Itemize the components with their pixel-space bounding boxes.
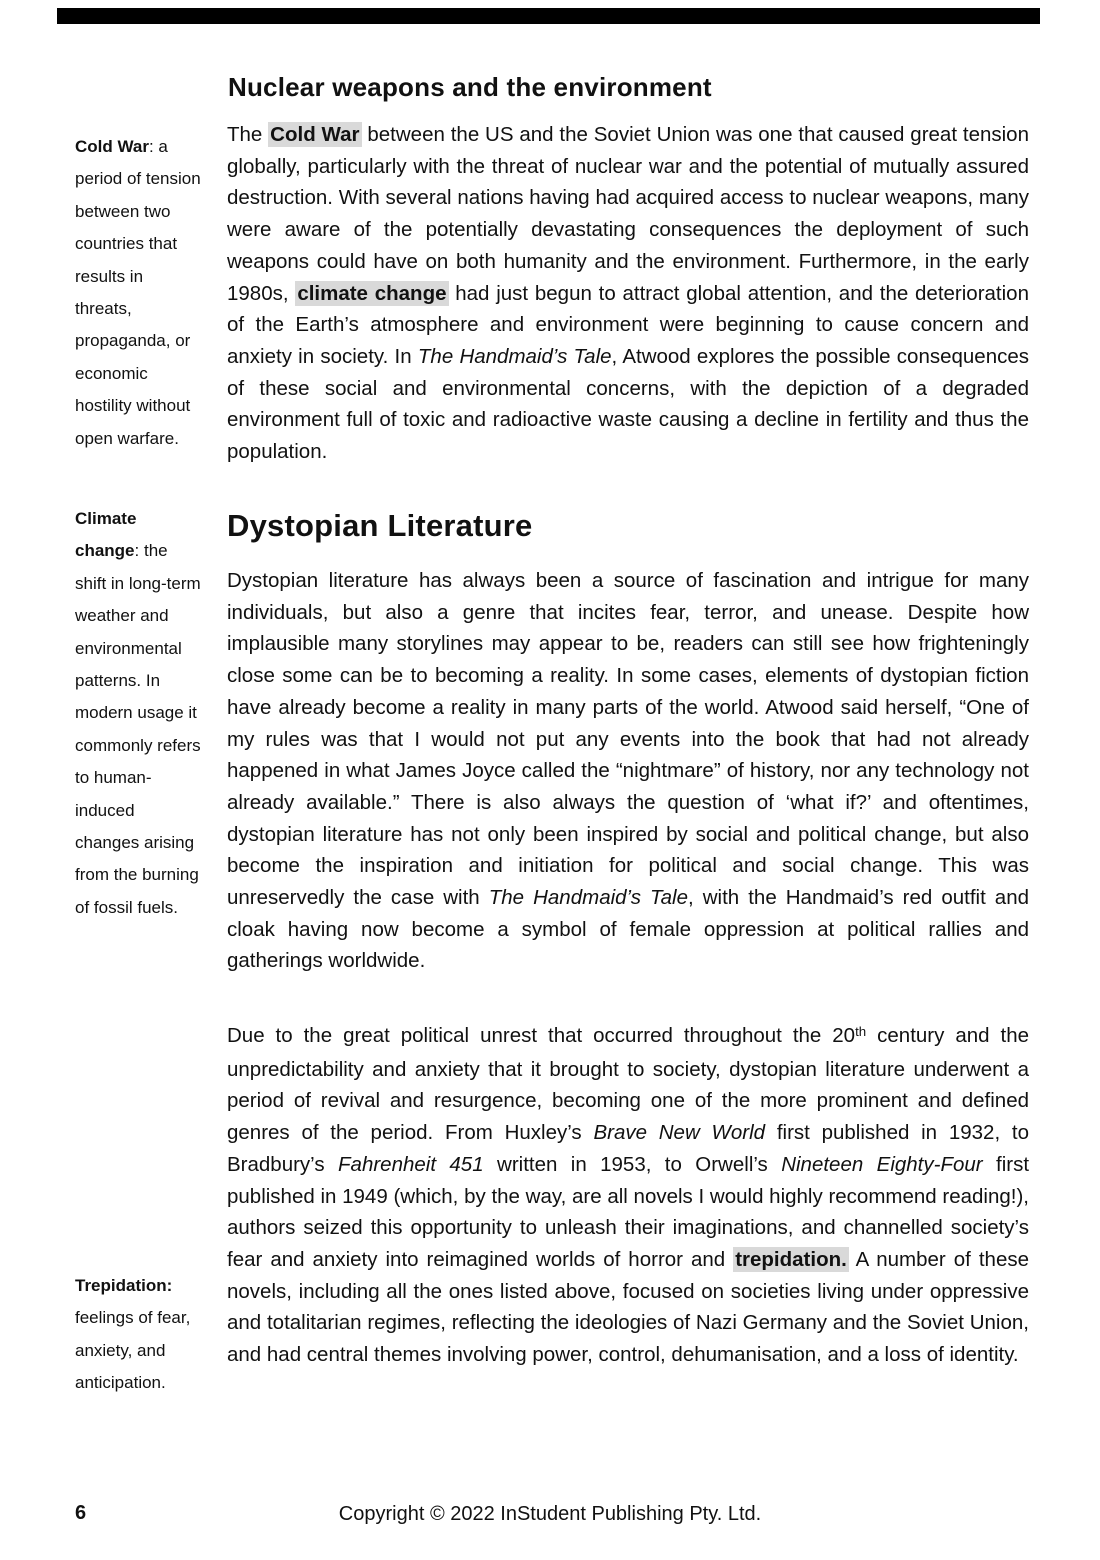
paragraph-dystopian-revival [227, 1020, 1029, 1371]
text-segment: Cold War [75, 137, 149, 156]
text-segment: Due to the great political unrest that occurred throughout the 20 [227, 1024, 856, 1047]
text-segment: first published in 1932, to Bradbury’s [227, 1121, 1029, 1176]
text-segment: century and the unpredictability and anxiety that it brought to society, dystopian literature underwent a period of revival and resurgence, becoming one of the more prominent and defined genres of the period. From Huxley’s [227, 1024, 1029, 1145]
text-segment: Dystopian literature has always been a source of fascination and intrigue for many individuals, but also a genre that incites fear, terror, and unease. Despite how implausible many storylines may appear to be, readers can still see how frighteningly close some can be to becoming a reality. In some cases, elements of dystopian fiction have already become a reality in many parts of the world. Atwood said herself, “One of my rules was that I would not put any events into the book that had not already happened in what James Joyce called the “nightmare” of history, nor any technology not already available.” There is also always the question of ‘what if?’ and oftentimes, dystopian literature has not only been inspired by social and political change, but also become the inspiration and initiation for political and social change. This was unreservedly the case with [227, 569, 1029, 910]
text-segment: had just begun to attract global attention, and the deterioration of the Earth’s atmosphere and environment were beginning to cause concern and anxiety in society. In [227, 281, 1029, 368]
scan-artifact-bar [57, 8, 1040, 24]
text-segment: Nineteen Eighty-Four [781, 1152, 983, 1176]
text-segment: trepidation. [735, 1247, 847, 1271]
text-segment: written in 1953, to Orwell’s [483, 1152, 782, 1176]
text-segment: between the US and the Soviet Union was one that caused great tension globally, particularly with the threat of nuclear war and the potential of mutually assured destruction. With several nations having had acquired access to nuclear weapons, many were aware of the potentially devastating consequences the deployment of such weapons could have on both humanity and the environment. Furthermore, in the early 1980s, [227, 123, 1029, 305]
paragraph-dystopian-intro [227, 565, 1029, 977]
margin-note-climate-change [75, 503, 201, 924]
text-segment: , Atwood explores the possible consequences of these social and environmental concerns, with the depiction of a degraded environment full of toxic and radioactive waste causing a decline in fertility and thus the population. [227, 344, 1030, 464]
page-number: 6 [75, 1502, 87, 1524]
text-segment: Climate change [75, 509, 137, 561]
text-segment: , with the Handmaid’s red outfit and cloak having now become a symbol of female oppression at political rallies and gatherings worldwide. [227, 886, 1029, 973]
text-segment: Trepidation: [75, 1276, 173, 1295]
text-segment: th [855, 1024, 867, 1040]
text-segment: first published in 1949 (which, by the way, are all novels I would highly recommend reading!), authors seized this opportunity to unleash their imaginations, and channelled society’s fear and anxiety into reimagined worlds of horror and [227, 1152, 1030, 1271]
paragraph-nuclear-weapons [227, 119, 1029, 468]
text-segment: : a period of tension between two countries that results in threats, propaganda, or economic hostility without open warfare. [75, 137, 201, 448]
text-segment: climate change [297, 281, 447, 305]
text-segment: Cold War [270, 123, 360, 146]
text-segment: The [227, 123, 269, 146]
margin-note-trepidation [75, 1270, 201, 1400]
text-segment: : the shift in long-term weather and environmental patterns. In modern usage it commonly refers to human-induced changes arising from the burning of fossil fuels. [75, 541, 201, 917]
text-segment: A number of these novels, including all the ones listed above, focused on societies living under oppressive and totalitarian regimes, reflecting the ideologies of Nazi Germany and the Soviet Union, and had central themes involving power, control, dehumanisation, and a loss of identity. [227, 1247, 1029, 1367]
text-segment: feelings of fear, anxiety, and anticipation. [75, 1308, 191, 1393]
margin-note-cold-war [75, 131, 201, 455]
text-segment: The Handmaid’s Tale [417, 344, 612, 368]
text-segment: Brave New World [593, 1121, 766, 1145]
text-segment: The Handmaid’s Tale [488, 886, 689, 910]
section-heading: Nuclear weapons and the environment [228, 72, 712, 102]
copyright-line: Copyright © 2022 InStudent Publishing Pty. Ltd. [338, 1503, 762, 1525]
text-segment: Fahrenheit 451 [338, 1152, 484, 1176]
chapter-heading: Dystopian Literature [227, 508, 533, 543]
